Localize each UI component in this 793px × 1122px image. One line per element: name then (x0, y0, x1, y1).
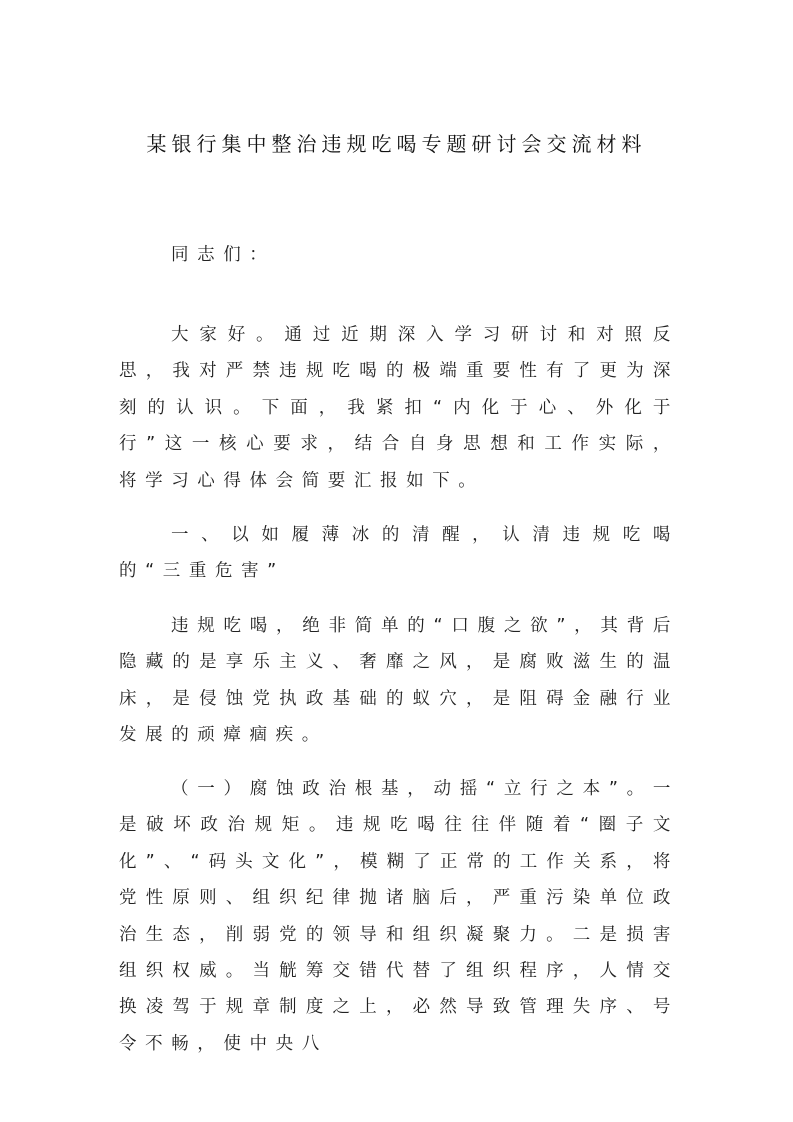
paragraph-subsection-1: （一）腐蚀政治根基，动摇“立行之本”。一是破坏政治规矩。违规吃喝往往伴随着“圈子文化”、“码头文化”，模糊了正常的工作关系，将党性原则、组织纪律抛诸脑后，严重污染单位政治生态，削弱党的领导和组织凝聚力。二是损害组织权威。当觥筹交错代替了组织程序，人情交换凌驾于规章制度之上，必然导致管理失序、号令不畅，使中央八 (119, 779, 679, 1054)
document-title: 某银行集中整治违规吃喝专题研讨会交流材料 (146, 132, 647, 156)
paragraph-intro: 大家好。通过近期深入学习研讨和对照反思，我对严禁违规吃喝的极端重要性有了更为深刻的认识。下面，我紧扣“内化于心、外化于行”这一核心要求，结合自身思想和工作实际，将学习心得体会简要汇报如下。 (119, 325, 679, 491)
salutation: 同志们： (171, 245, 276, 265)
section-heading-1: 一、以如履薄冰的清醒，认清违规吃喝的“三重危害” (119, 525, 679, 582)
paragraph-harm-overview: 违规吃喝，绝非简单的“口腹之欲”，其背后隐藏的是享乐主义、奢靡之风，是腐败滋生的温床，是侵蚀党执政基础的蚁穴，是阻碍金融行业发展的顽瘴痼疾。 (119, 616, 679, 746)
